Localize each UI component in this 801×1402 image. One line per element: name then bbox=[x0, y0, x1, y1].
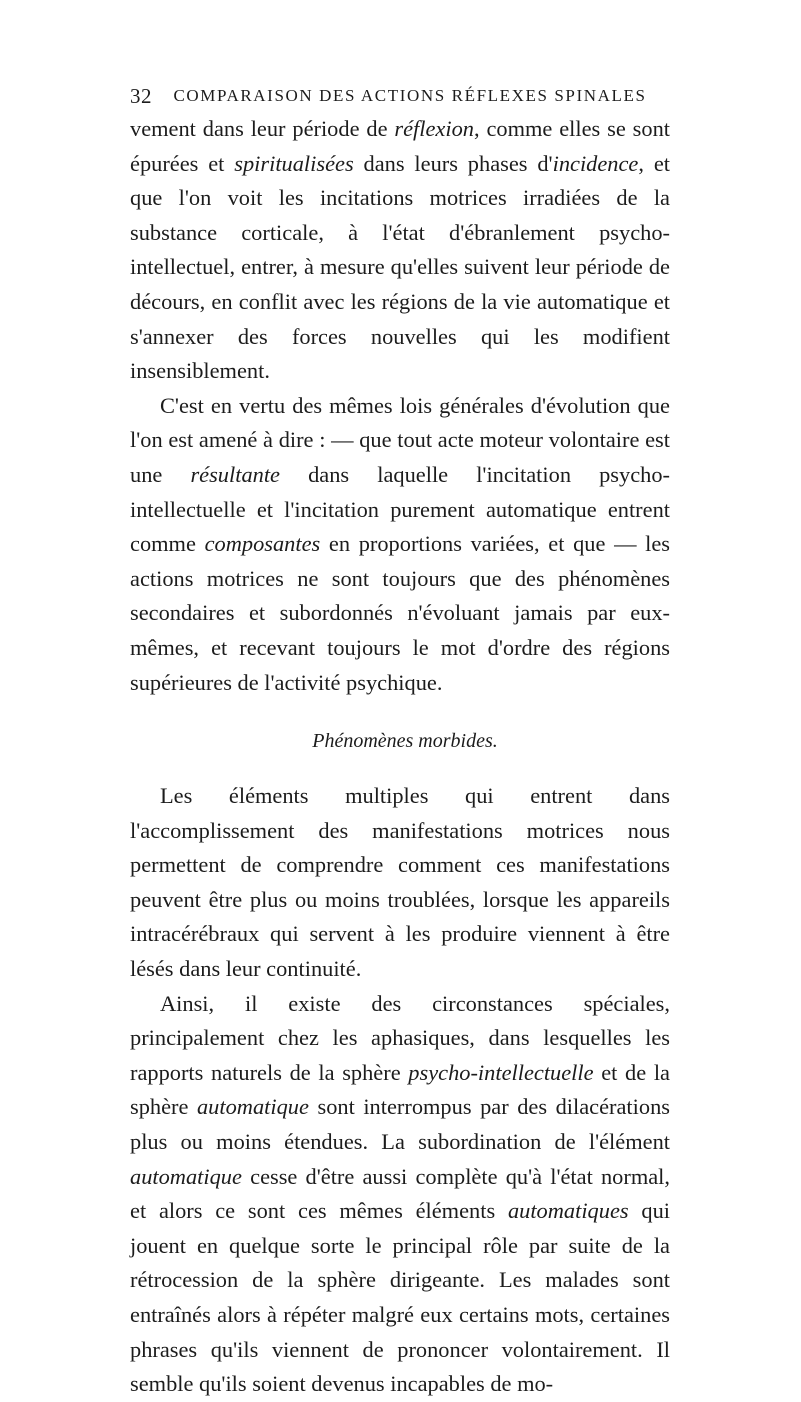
text-run: cesse d'être aussi complète qu'à l'état normal, et alors ce sont ces mêmes éléments bbox=[130, 1163, 670, 1224]
text-run: C'est en vertu des mêmes lois générales d'évolution que l'on est amené à dire : — que tout acte moteur volontaire est une bbox=[130, 392, 670, 487]
italic-text: incidence bbox=[552, 150, 639, 176]
text-run: dans laquelle l'incitation psycho-intellectuelle et l'incitation purement automatique entrent comme bbox=[130, 461, 670, 557]
text-run: sont interrompus par des dilacérations plus ou moins étendues. La subordination de l'élément bbox=[130, 1094, 670, 1155]
paragraph-1 bbox=[130, 112, 670, 389]
text-run: dans leurs phases d' bbox=[353, 150, 553, 176]
paragraph-4 bbox=[130, 987, 670, 1402]
text-run: vement dans leur période de bbox=[130, 116, 395, 141]
italic-text: psycho-intellectuelle bbox=[408, 1059, 594, 1085]
text-run: et de la sphère bbox=[130, 1059, 670, 1120]
running-title: COMPARAISON DES ACTIONS RÉFLEXES SPINALES bbox=[173, 86, 647, 105]
text-run: Les éléments multiples qui entrent dans l'accomplissement des manifestations motrices nous permettent de comprendre comment ces manifestations peuvent être plus ou moins troublées, lorsque les appareils intracérébraux qui servent à les produire viennent à être lésés dans leur continuité. bbox=[130, 783, 670, 982]
text-run: en proportions variées, et que — les actions motrices ne sont toujours que des phénomènes secondaires et subordonnés n'évoluant jamais par eux-mêmes, et recevant toujours le mot d'ordre des régions supérieures de l'activité psychique. bbox=[130, 531, 670, 695]
page-body bbox=[130, 112, 670, 1402]
paragraph-2 bbox=[130, 389, 670, 700]
section-title: Phénomènes morbides. bbox=[312, 730, 498, 753]
italic-text: résultante bbox=[190, 461, 280, 487]
italic-text: automatique bbox=[196, 1094, 309, 1120]
page-number: 32 bbox=[130, 84, 152, 108]
page-header bbox=[130, 84, 670, 114]
italic-text: automatiques bbox=[507, 1198, 629, 1224]
italic-text: réflexion bbox=[394, 116, 474, 141]
paragraph-3 bbox=[130, 779, 670, 987]
text-run: Ainsi, il existe des circonstances spéciales, principalement chez les aphasiques, dans lesquelles les rapports naturels de la sphère bbox=[130, 990, 670, 1085]
text-run: qui jouent en quelque sorte le principal rôle par suite de la rétrocession de la sphère dirigeante. Les malades sont entraînés alors à répéter malgré eux certains mots, certaines phrases qu'ils viennent de prononcer volontairement. Il semble qu'ils soient devenus incapables de mo- bbox=[130, 1198, 670, 1397]
italic-text: spiritualisées bbox=[234, 150, 354, 176]
text-run: , et que l'on voit les incitations motrices irradiées de la substance corticale, à l'état d'ébranlement psycho-intellectuel, entrer, à mesure qu'elles suivent leur période de décours, en conflit avec les régions de la vie automatique et s'annexer des forces nouvelles qui les modifient insensiblement. bbox=[130, 150, 670, 384]
italic-text: automatique bbox=[130, 1163, 242, 1189]
text-run: , comme elles se sont épurées et bbox=[130, 116, 670, 176]
italic-text: composantes bbox=[204, 531, 321, 557]
